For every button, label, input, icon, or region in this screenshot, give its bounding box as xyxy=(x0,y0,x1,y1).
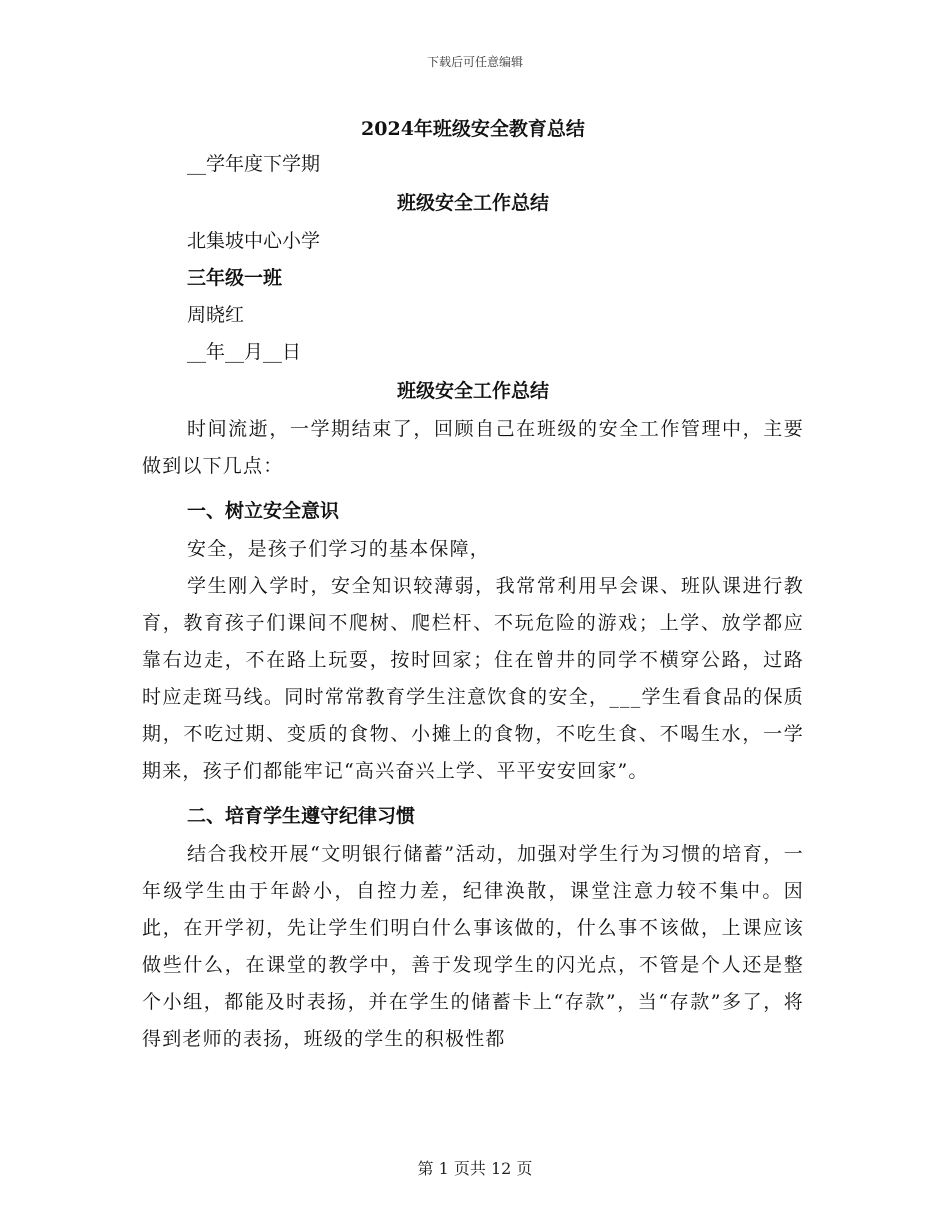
document-title: 2024年班级安全教育总结 xyxy=(361,118,585,140)
section1-paragraph-2: 学生刚入学时，安全知识较薄弱，我常常利用早会课、班队课进行教育，教育孩子们课间不爬树、爬栏杆、不玩危险的游戏；上学、放学都应靠右边走，不在路上玩耍，按时回家；住在曾井的同学不横穿公路，过路时应走斑马线。同时常常教育学生注意饮食的安全，___学生看食品的保质期，不吃过期、变质的食物、小摊上的食物，不吃生食、不喝生水，一学期来，孩子们都能牢记“高兴奋兴上学、平平安安回家”。 xyxy=(142,575,804,782)
page-footer-number: 第 1 页共 12 页 xyxy=(417,1159,533,1178)
date-line: __年__月__日 xyxy=(187,341,302,363)
section1-title: 一、树立安全意识 xyxy=(187,500,340,522)
school-name: 北集坡中心小学 xyxy=(187,230,321,252)
page-header-note: 下载后可任意编辑 xyxy=(426,55,523,69)
class-name: 三年级一班 xyxy=(187,267,283,289)
section1-paragraph-1: 安全，是孩子们学习的基本保障， xyxy=(187,538,491,560)
teacher-name: 周晓红 xyxy=(187,304,245,326)
section2-paragraph-1: 结合我校开展“文明银行储蓄”活动，加强对学生行为习惯的培育，一年级学生由于年龄小，自控力差，纪律涣散，课堂注意力较不集中。因此，在开学初，先让学生们明白什么事该做的，什么事不该做，上课应该做些什么，在课堂的教学中，善于发现学生的闪光点，不管是个人还是整个小组，都能及时表扬，并在学生的储蓄卡上“存款”，当“存款”多了，将得到老师的表扬，班级的学生的积极性都 xyxy=(142,843,804,1050)
intro-paragraph: 时间流逝，一学期结束了，回顾自己在班级的安全工作管理中，主要做到以下几点： xyxy=(142,418,804,477)
report-subtitle: 班级安全工作总结 xyxy=(396,192,549,214)
section-heading: 班级安全工作总结 xyxy=(396,380,549,402)
section2-title: 二、培育学生遵守纪律习惯 xyxy=(187,805,416,827)
semester-line: __学年度下学期 xyxy=(187,153,321,175)
document-page xyxy=(142,112,804,1058)
